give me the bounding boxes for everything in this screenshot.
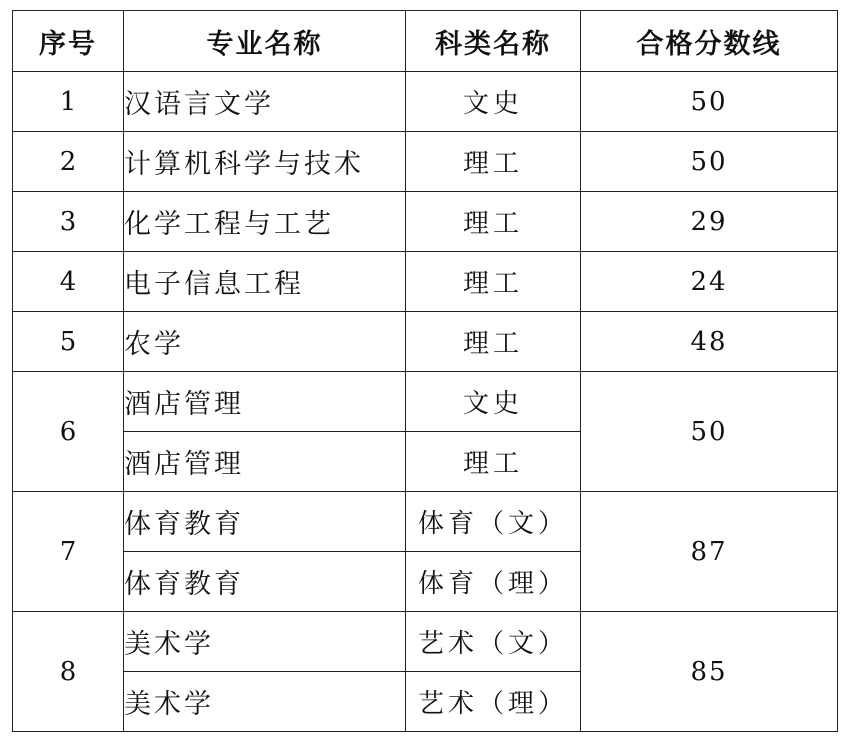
table-row	[13, 312, 838, 372]
score-cell: 50	[581, 132, 838, 192]
major-cell: 化学工程与工艺	[124, 192, 406, 252]
header-major: 专业名称	[124, 11, 406, 72]
score-cell: 50	[581, 72, 838, 132]
category-cell: 艺术（文）	[406, 612, 581, 672]
seq-cell: 2	[13, 132, 124, 192]
major-cell: 汉语言文学	[124, 72, 406, 132]
major-cell: 酒店管理	[124, 372, 406, 432]
seq-cell: 4	[13, 252, 124, 312]
category-cell: 体育（理）	[406, 552, 581, 612]
category-cell: 理工	[406, 132, 581, 192]
seq-cell: 3	[13, 192, 124, 252]
category-cell: 理工	[406, 312, 581, 372]
header-seq: 序号	[13, 11, 124, 72]
major-cell: 酒店管理	[124, 432, 406, 492]
seq-cell: 7	[13, 492, 124, 612]
seq-cell: 6	[13, 372, 124, 492]
table-row	[13, 492, 838, 552]
table-row	[13, 132, 838, 192]
table-header-row	[13, 11, 838, 72]
table-row	[13, 372, 838, 432]
table-row	[13, 252, 838, 312]
header-score: 合格分数线	[581, 11, 838, 72]
score-cell: 29	[581, 192, 838, 252]
category-cell: 艺术（理）	[406, 672, 581, 732]
major-cell: 体育教育	[124, 552, 406, 612]
category-cell: 体育（文）	[406, 492, 581, 552]
major-cell: 农学	[124, 312, 406, 372]
major-cell: 电子信息工程	[124, 252, 406, 312]
table-row	[13, 612, 838, 672]
header-category: 科类名称	[406, 11, 581, 72]
score-cell: 50	[581, 372, 838, 492]
category-cell: 文史	[406, 72, 581, 132]
seq-cell: 8	[13, 612, 124, 732]
score-cell: 48	[581, 312, 838, 372]
seq-cell: 5	[13, 312, 124, 372]
score-cell: 24	[581, 252, 838, 312]
category-cell: 文史	[406, 372, 581, 432]
category-cell: 理工	[406, 432, 581, 492]
table-row	[13, 72, 838, 132]
major-cell: 体育教育	[124, 492, 406, 552]
major-cell: 计算机科学与技术	[124, 132, 406, 192]
major-cell: 美术学	[124, 612, 406, 672]
score-table	[12, 10, 838, 732]
major-cell: 美术学	[124, 672, 406, 732]
score-cell: 87	[581, 492, 838, 612]
score-cell: 85	[581, 612, 838, 732]
seq-cell: 1	[13, 72, 124, 132]
category-cell: 理工	[406, 252, 581, 312]
table-row	[13, 192, 838, 252]
category-cell: 理工	[406, 192, 581, 252]
